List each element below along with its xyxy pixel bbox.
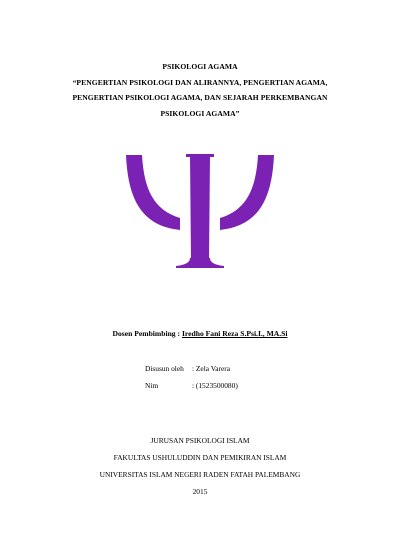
document-title	[0, 59, 400, 121]
institution-block	[0, 432, 400, 500]
supervisor-name: Iredho Fani Reza S.Psi.I., MA.Si	[181, 329, 288, 338]
author-label: Disusun oleh	[145, 364, 184, 373]
faculty-name: FAKULTAS USHULUDDIN DAN PEMIKIRAN ISLAM	[113, 453, 287, 462]
title-line: PENGERTIAN PSIKOLOGI AGAMA, DAN SEJARAH PERKEMBANGAN	[72, 93, 328, 102]
title-line: “PENGERTIAN PSIKOLOGI DAN ALIRANNYA, PENGERTIAN AGAMA,	[72, 77, 328, 87]
nim-value: : (1523500080)	[192, 381, 238, 390]
title-line: PSIKOLOGI AGAMA”	[160, 108, 240, 118]
psi-symbol-icon	[120, 150, 280, 270]
department-name: JURUSAN PSIKOLOGI ISLAM	[150, 436, 250, 445]
nim-line	[145, 381, 238, 390]
author-value: : Zela Varera	[192, 364, 231, 373]
year: 2015	[192, 487, 208, 496]
nim-label: Nim	[145, 381, 159, 390]
supervisor-label: Dosen Pembimbing :	[112, 329, 181, 338]
author-line	[145, 364, 230, 373]
title-line: PSIKOLOGI AGAMA	[162, 62, 238, 71]
supervisor-line	[0, 329, 400, 338]
university-name: UNIVERSITAS ISLAM NEGERI RADEN FATAH PALEMBANG	[99, 470, 301, 479]
